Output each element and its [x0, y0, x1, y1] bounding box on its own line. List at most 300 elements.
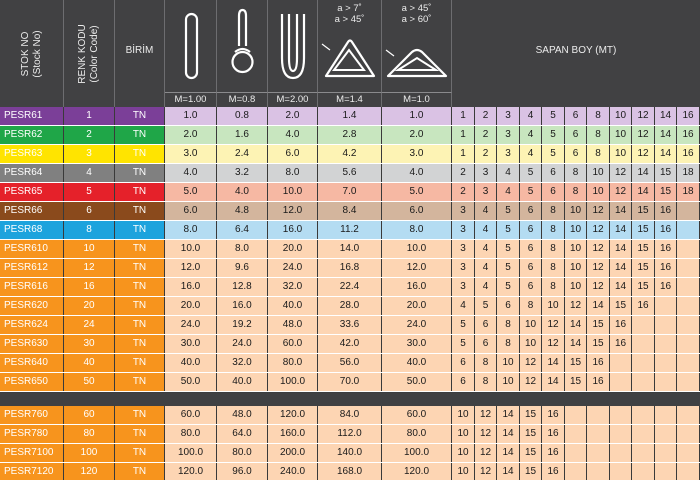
table-row	[0, 183, 700, 202]
sling-length-cell: 15	[587, 316, 610, 334]
sling-length-cell: 6	[565, 107, 587, 125]
sling-length-cell	[632, 354, 655, 372]
sling-length-cell: 10	[452, 463, 475, 480]
capacity-cell: 14.0	[318, 240, 382, 258]
sling-length-cell: 3	[497, 126, 520, 144]
sling-length-cell: 4	[520, 126, 542, 144]
capacity-cell: 10.0	[165, 240, 217, 258]
capacity-cell: 0.8	[217, 107, 268, 125]
factor-2: M=0.8	[217, 92, 268, 107]
capacity-cell: 32.0	[217, 354, 268, 372]
capacity-cell: 112.0	[318, 425, 382, 443]
capacity-cell: 96.0	[217, 463, 268, 480]
sling-length-cell	[677, 444, 700, 462]
sling-length-cell: 14	[587, 297, 610, 315]
sling-length-cell: 5	[497, 278, 520, 296]
sling-length-cell: 12	[587, 240, 610, 258]
sling-length-cell	[677, 463, 700, 480]
sling-length-cell: 16	[677, 126, 700, 144]
color-code-header	[64, 0, 115, 107]
sling-length-cell	[587, 444, 610, 462]
capacity-cell: 4.0	[382, 164, 452, 182]
capacity-cell: 120.0	[382, 463, 452, 480]
stock-no-cell: PESR780	[0, 425, 64, 443]
sling-length-cell: 8	[475, 373, 497, 391]
color-code-cell: 100	[64, 444, 115, 462]
color-code-cell: 60	[64, 406, 115, 424]
sling-length-cell: 12	[632, 145, 655, 163]
stock-no-cell: PESR624	[0, 316, 64, 334]
sling-length-cell: 14	[497, 444, 520, 462]
sling-length-cell: 10	[565, 278, 587, 296]
unit-cell: TN	[115, 202, 165, 220]
sling-length-cell: 14	[655, 145, 677, 163]
unit-cell: TN	[115, 183, 165, 201]
table-row	[0, 221, 700, 240]
capacity-cell: 1.6	[217, 126, 268, 144]
capacity-cell: 80.0	[382, 425, 452, 443]
capacity-cell: 8.4	[318, 202, 382, 220]
capacity-cell: 8.0	[217, 240, 268, 258]
sling-length-cell: 10	[452, 406, 475, 424]
capacity-cell: 7.0	[318, 183, 382, 201]
capacity-cell: 40.0	[165, 354, 217, 372]
capacity-cell: 42.0	[318, 335, 382, 353]
sling-length-cell: 6	[452, 354, 475, 372]
capacity-cell: 6.4	[217, 221, 268, 239]
icon-cell-2	[217, 0, 268, 92]
capacity-cell: 4.8	[217, 202, 268, 220]
unit-cell: TN	[115, 406, 165, 424]
sling-length-cell: 4	[475, 278, 497, 296]
sling-length-cell: 14	[655, 126, 677, 144]
sling-length-cell: 12	[475, 463, 497, 480]
capacity-cell: 16.0	[268, 221, 318, 239]
capacity-cell: 100.0	[382, 444, 452, 462]
capacity-cell: 80.0	[268, 354, 318, 372]
sling-length-cell	[677, 202, 700, 220]
sling-length-cell: 10	[565, 202, 587, 220]
unit-header	[115, 0, 165, 107]
capacity-cell: 84.0	[318, 406, 382, 424]
icon-cell-4	[318, 0, 382, 92]
angle-label-2b: a > 60˚	[401, 14, 432, 25]
sling-length-cell: 6	[542, 183, 565, 201]
sling-length-cell	[655, 406, 677, 424]
unit-cell: TN	[115, 373, 165, 391]
sling-length-cell: 10	[497, 354, 520, 372]
sling-length-cell: 14	[632, 164, 655, 182]
sling-length-cell: 2	[475, 126, 497, 144]
sling-length-cell: 2	[452, 183, 475, 201]
sling-length-cell: 5	[497, 202, 520, 220]
sling-length-cell	[655, 354, 677, 372]
stock-no-cell: PESR760	[0, 406, 64, 424]
sling-length-cell: 3	[497, 107, 520, 125]
sling-length-cell: 6	[565, 126, 587, 144]
capacity-cell: 100.0	[165, 444, 217, 462]
unit-cell: TN	[115, 335, 165, 353]
sling-length-cell: 4	[497, 183, 520, 201]
sling-length-cell	[632, 316, 655, 334]
sling-length-cell: 8	[542, 221, 565, 239]
sling-length-cell	[677, 221, 700, 239]
sling-length-cell: 14	[610, 259, 632, 277]
capacity-cell: 16.0	[165, 278, 217, 296]
sling-length-cell: 12	[610, 164, 632, 182]
sling-length-cell: 12	[610, 183, 632, 201]
sling-length-cell	[587, 463, 610, 480]
capacity-cell: 3.0	[165, 145, 217, 163]
sling-length-cell: 3	[475, 164, 497, 182]
sling-length-cell	[610, 444, 632, 462]
unit-cell: TN	[115, 278, 165, 296]
sling-length-cell: 15	[632, 259, 655, 277]
sling-length-cell: 14	[497, 463, 520, 480]
stock-no-cell: PESR64	[0, 164, 64, 182]
sling-length-cell: 12	[520, 373, 542, 391]
capacity-cell: 24.0	[268, 259, 318, 277]
capacity-cell: 50.0	[382, 373, 452, 391]
sling-length-cell: 1	[452, 107, 475, 125]
unit-cell: TN	[115, 463, 165, 480]
sling-length-cell: 1	[452, 145, 475, 163]
sling-length-cell: 5	[497, 259, 520, 277]
sling-length-cell: 5	[497, 240, 520, 258]
sling-length-cell: 2	[452, 164, 475, 182]
capacity-cell: 8.0	[382, 221, 452, 239]
sling-length-cell	[655, 373, 677, 391]
stock-no-cell: PESR63	[0, 145, 64, 163]
capacity-cell: 8.0	[165, 221, 217, 239]
capacity-cell: 20.0	[382, 297, 452, 315]
color-code-cell: 2	[64, 126, 115, 144]
sling-length-cell: 5	[475, 297, 497, 315]
color-code-cell: 16	[64, 278, 115, 296]
sling-length-cell: 10	[452, 425, 475, 443]
sling-length-cell: 16	[542, 444, 565, 462]
stock-no-sublabel: (Stock No)	[31, 29, 43, 78]
color-code-cell: 50	[64, 373, 115, 391]
sling-length-cell: 15	[632, 240, 655, 258]
capacity-cell: 10.0	[382, 240, 452, 258]
capacity-cell: 12.0	[268, 202, 318, 220]
sling-length-cell	[655, 335, 677, 353]
sling-length-cell: 14	[655, 107, 677, 125]
sling-length-cell: 6	[497, 297, 520, 315]
capacity-cell: 1.0	[382, 107, 452, 125]
stock-no-cell: PESR620	[0, 297, 64, 315]
sling-length-cell: 12	[475, 406, 497, 424]
sling-length-cell	[610, 406, 632, 424]
capacity-cell: 168.0	[318, 463, 382, 480]
sling-length-cell: 4	[452, 297, 475, 315]
sling-length-cell: 4	[475, 202, 497, 220]
sling-length-cell: 18	[677, 183, 700, 201]
table-row	[0, 259, 700, 278]
table-row	[0, 444, 700, 463]
sling-length-cell	[610, 463, 632, 480]
capacity-cell: 20.0	[165, 297, 217, 315]
sling-length-cell: 6	[452, 373, 475, 391]
capacity-cell: 12.0	[382, 259, 452, 277]
capacity-cell: 48.0	[217, 406, 268, 424]
sling-length-cell	[655, 297, 677, 315]
capacity-cell: 40.0	[217, 373, 268, 391]
sling-length-cell	[632, 335, 655, 353]
unit-cell: TN	[115, 425, 165, 443]
sling-length-cell: 16	[655, 278, 677, 296]
capacity-cell: 80.0	[165, 425, 217, 443]
sling-length-cell: 15	[520, 463, 542, 480]
unit-cell: TN	[115, 240, 165, 258]
sling-length-cell: 6	[475, 316, 497, 334]
sling-length-cell: 10	[610, 107, 632, 125]
table-row	[0, 297, 700, 316]
capacity-cell: 56.0	[318, 354, 382, 372]
sling-length-cell: 15	[632, 278, 655, 296]
capacity-cell: 4.0	[165, 164, 217, 182]
unit-cell: TN	[115, 297, 165, 315]
capacity-cell: 16.0	[382, 278, 452, 296]
angle-label-2a: a > 45˚	[401, 3, 432, 14]
stock-no-cell: PESR640	[0, 354, 64, 372]
color-code-cell: 20	[64, 297, 115, 315]
sling-length-cell: 8	[542, 202, 565, 220]
sling-length-cell: 16	[677, 107, 700, 125]
sling-length-cell: 6	[475, 335, 497, 353]
sling-length-cell: 6	[520, 221, 542, 239]
color-code-cell: 30	[64, 335, 115, 353]
sling-length-cell: 10	[497, 373, 520, 391]
sling-length-cell: 10	[565, 240, 587, 258]
color-code-cell: 80	[64, 425, 115, 443]
unit-cell: TN	[115, 126, 165, 144]
sling-length-cell: 15	[610, 297, 632, 315]
sling-length-cell: 15	[632, 221, 655, 239]
factor-5: M=1.0	[382, 92, 452, 107]
u-basket-icon	[268, 0, 318, 92]
unit-cell: TN	[115, 107, 165, 125]
sling-length-cell: 8	[542, 259, 565, 277]
stock-no-cell: PESR610	[0, 240, 64, 258]
sling-length-cell	[565, 425, 587, 443]
sling-length-cell: 12	[520, 354, 542, 372]
sling-length-cell: 14	[610, 240, 632, 258]
sling-length-cell: 5	[520, 164, 542, 182]
sling-length-cell: 3	[452, 221, 475, 239]
table-divider	[0, 393, 700, 407]
sling-length-cell: 18	[677, 164, 700, 182]
unit-cell: TN	[115, 354, 165, 372]
unit-cell: TN	[115, 221, 165, 239]
capacity-cell: 200.0	[268, 444, 318, 462]
color-code-cell: 12	[64, 259, 115, 277]
capacity-cell: 48.0	[268, 316, 318, 334]
capacity-cell: 4.0	[217, 183, 268, 201]
sling-length-cell: 6	[520, 240, 542, 258]
sling-length-cell: 16	[542, 425, 565, 443]
capacity-cell: 60.0	[268, 335, 318, 353]
sling-length-cell: 8	[587, 107, 610, 125]
capacity-cell: 12.0	[165, 259, 217, 277]
icon-cell-5	[382, 0, 452, 92]
sling-length-cell: 5	[452, 316, 475, 334]
sling-length-cell: 8	[565, 164, 587, 182]
capacity-cell: 28.0	[318, 297, 382, 315]
sling-length-cell	[655, 316, 677, 334]
unit-cell: TN	[115, 259, 165, 277]
sling-length-cell: 12	[542, 335, 565, 353]
sling-length-cell: 10	[565, 221, 587, 239]
sling-length-cell: 14	[542, 354, 565, 372]
sling-length-cell: 8	[587, 145, 610, 163]
sling-length-cell: 16	[610, 335, 632, 353]
sling-length-cell: 6	[520, 202, 542, 220]
sling-length-cell	[677, 335, 700, 353]
sling-length-cell: 4	[475, 221, 497, 239]
capacity-cell: 16.8	[318, 259, 382, 277]
sling-length-cell: 16	[677, 145, 700, 163]
capacity-cell: 30.0	[165, 335, 217, 353]
capacity-cell: 19.2	[217, 316, 268, 334]
sling-length-cell: 10	[565, 259, 587, 277]
capacity-cell: 70.0	[318, 373, 382, 391]
table-row	[0, 278, 700, 297]
stock-no-cell: PESR68	[0, 221, 64, 239]
sling-length-cell: 16	[655, 221, 677, 239]
sling-length-cell: 12	[587, 278, 610, 296]
stock-no-cell: PESR65	[0, 183, 64, 201]
table-row	[0, 145, 700, 164]
sling-length-cell	[677, 373, 700, 391]
sling-length-cell: 3	[452, 202, 475, 220]
capacity-cell: 1.4	[318, 107, 382, 125]
sling-length-cell: 8	[497, 316, 520, 334]
capacity-cell: 160.0	[268, 425, 318, 443]
sling-length-cell	[677, 240, 700, 258]
capacity-cell: 50.0	[165, 373, 217, 391]
capacity-cell: 24.0	[382, 316, 452, 334]
capacity-cell: 3.2	[217, 164, 268, 182]
sling-length-cell	[632, 425, 655, 443]
capacity-cell: 11.2	[318, 221, 382, 239]
capacity-cell: 140.0	[318, 444, 382, 462]
table-row	[0, 202, 700, 221]
sling-length-cell	[632, 406, 655, 424]
sling-length-cell	[677, 425, 700, 443]
sling-length-cell: 14	[610, 221, 632, 239]
sling-length-cell	[632, 444, 655, 462]
capacity-cell: 24.0	[217, 335, 268, 353]
stock-no-cell: PESR66	[0, 202, 64, 220]
stock-no-cell: PESR616	[0, 278, 64, 296]
sling-length-cell: 14	[497, 425, 520, 443]
capacity-cell: 120.0	[165, 463, 217, 480]
sling-length-cell: 5	[452, 335, 475, 353]
capacity-cell: 6.0	[268, 145, 318, 163]
sling-length-cell	[655, 444, 677, 462]
sling-length-cell	[565, 463, 587, 480]
capacity-cell: 80.0	[217, 444, 268, 462]
sling-length-cell: 3	[475, 183, 497, 201]
sling-length-cell: 10	[587, 183, 610, 201]
factor-3: M=2.00	[268, 92, 318, 107]
sling-length-cell: 12	[542, 316, 565, 334]
sling-length-cell: 10	[587, 164, 610, 182]
sling-length-cell: 4	[520, 107, 542, 125]
table-header	[0, 0, 700, 107]
sling-length-cell	[677, 316, 700, 334]
sling-length-cell	[565, 406, 587, 424]
table-row	[0, 335, 700, 354]
capacity-cell: 33.6	[318, 316, 382, 334]
sling-length-cell: 4	[475, 240, 497, 258]
sling-length-cell: 4	[475, 259, 497, 277]
capacity-cell: 120.0	[268, 406, 318, 424]
sling-length-cell	[610, 425, 632, 443]
sling-length-cell: 2	[475, 107, 497, 125]
sling-length-cell: 8	[565, 183, 587, 201]
sling-length-cell	[632, 463, 655, 480]
capacity-cell: 2.0	[382, 126, 452, 144]
sling-length-cell: 3	[452, 278, 475, 296]
table-row	[0, 425, 700, 444]
factor-4: M=1.4	[318, 92, 382, 107]
sling-length-cell: 12	[565, 297, 587, 315]
unit-cell: TN	[115, 444, 165, 462]
sling-length-cell: 15	[520, 425, 542, 443]
sling-length-cell: 3	[452, 240, 475, 258]
unit-cell: TN	[115, 316, 165, 334]
capacity-cell: 2.0	[268, 107, 318, 125]
table-row	[0, 354, 700, 373]
sling-length-cell	[632, 373, 655, 391]
sling-length-cell: 12	[587, 259, 610, 277]
color-code-cell: 4	[64, 164, 115, 182]
sling-length-cell: 10	[610, 126, 632, 144]
factor-1: M=1.00	[165, 92, 217, 107]
capacity-cell: 9.6	[217, 259, 268, 277]
capacity-cell: 6.0	[165, 202, 217, 220]
icon-cell-3	[268, 0, 318, 92]
table-row	[0, 406, 700, 425]
sling-length-cell: 15	[565, 354, 587, 372]
table-row	[0, 240, 700, 259]
sling-length-cell	[587, 406, 610, 424]
sling-length-cell: 1	[452, 126, 475, 144]
capacity-cell: 5.6	[318, 164, 382, 182]
capacity-cell: 12.8	[217, 278, 268, 296]
stock-no-cell: PESR61	[0, 107, 64, 125]
sling-length-cell	[655, 463, 677, 480]
capacity-cell: 5.0	[165, 183, 217, 201]
sling-length-cell: 14	[565, 316, 587, 334]
sling-length-cell: 16	[655, 259, 677, 277]
color-code-cell: 6	[64, 202, 115, 220]
table-row	[0, 107, 700, 126]
unit-cell: TN	[115, 145, 165, 163]
capacity-cell: 30.0	[382, 335, 452, 353]
capacity-cell: 3.0	[382, 145, 452, 163]
stock-no-header	[0, 0, 64, 107]
straight-loop-icon	[165, 0, 217, 92]
sling-length-cell: 5	[542, 126, 565, 144]
sling-length-cell: 15	[565, 373, 587, 391]
capacity-cell: 10.0	[268, 183, 318, 201]
sling-length-cell: 15	[655, 164, 677, 182]
color-code-label: RENK KODU	[77, 23, 88, 84]
